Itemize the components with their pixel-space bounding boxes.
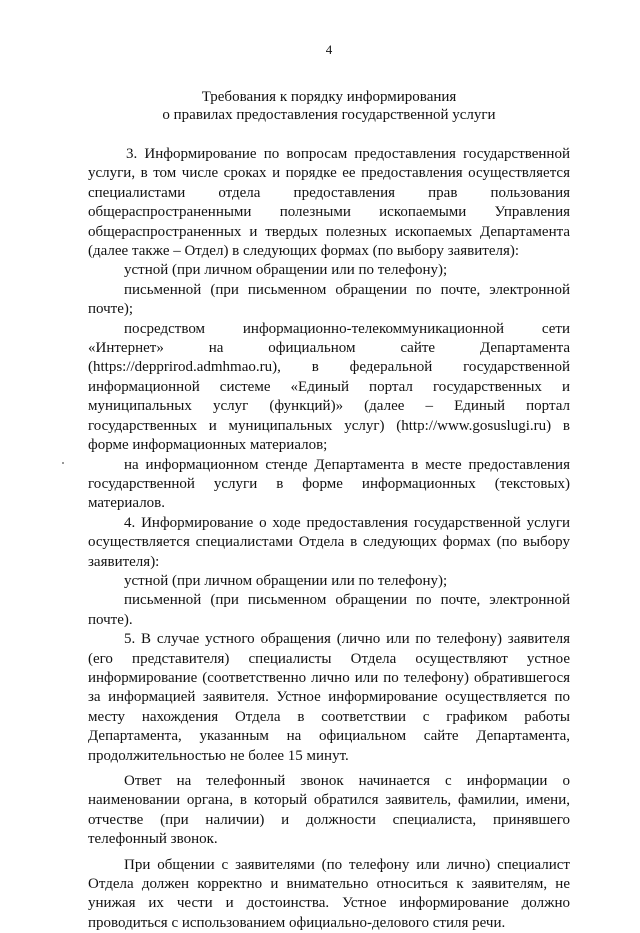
paragraph-phone-answer: Ответ на телефонный звонок начинается с информации о наименовании органа, в который обратился заявитель, фамилии, имени, отчестве (при наличии) и должности специалиста, принявшего телефонный звонок. — [88, 773, 570, 848]
paragraph-item-5: 5. В случае устного обращения (лично или по телефону) заявителя (его представителя) специалисты Отдела осуществляют устное информирование (соответственно лично или по телефону) обратившегося за информацией заявителя. Устное информирование осуществляется по месту нахождения Отдела в соответствии с графиком работы Департамента, указанным на официальном сайте Департамента, продолжительностью не более 15 минут. — [88, 631, 570, 764]
section-heading-line-2: о правилах предоставления государственной услуги — [162, 107, 496, 123]
scan-speck — [62, 462, 64, 464]
paragraph-form-stand: на информационном стенде Департамента в месте предоставления государственной услуги в форме информационных (текстовых) материалов. — [88, 456, 570, 512]
page-number: 4 — [325, 42, 333, 57]
paragraph-form-oral: устной (при личном обращении или по телефону); — [124, 262, 448, 279]
paragraph-item-3: 3. Информирование по вопросам предоставления государственной услуги, в том числе сроках и порядке ее предоставления осуществляется специалистами отдела предоставления прав пользования общераспространенными полезными ископаемыми Управления общераспространенных и твердых полезных ископаемых Департамента (далее также – Отдел) в следующих формах (по выбору заявителя): — [88, 146, 570, 260]
section-heading-line-1: Требования к порядку информирования — [201, 89, 457, 105]
paragraph-item-4: 4. Информирование о ходе предоставления государственной услуги осуществляется специалистами Отдела в следующих формах (по выбору заявителя): — [88, 514, 570, 570]
paragraph-item-4-written: письменной (при письменном обращении по почте, электронной почте). — [88, 592, 570, 628]
paragraph-form-written: письменной (при письменном обращении по почте, электронной почте); — [88, 281, 570, 318]
paragraph-form-internet: посредством информационно-телекоммуникационной сети «Интернет» на официальном сайте Департамента (https://depprirod.admhmao.ru), в федеральной государственной информационной системе «Единый портал государственных и муниципальных услуг (функций)» (далее – Единый портал государственных и муниципальных услуг) (http://www.gosuslugi.ru) в форме информационных материалов; — [88, 320, 570, 454]
paragraph-communication-style: При общении с заявителями (по телефону или лично) специалист Отдела должен корректно и внимательно относиться к заявителям, не унижая их чести и достоинства. Устное информирование должно проводиться с использованием официально-делового стиля речи. — [88, 856, 570, 931]
paragraph-item-4-oral: устной (при личном обращении или по телефону); — [124, 572, 448, 589]
section-heading — [88, 88, 570, 124]
